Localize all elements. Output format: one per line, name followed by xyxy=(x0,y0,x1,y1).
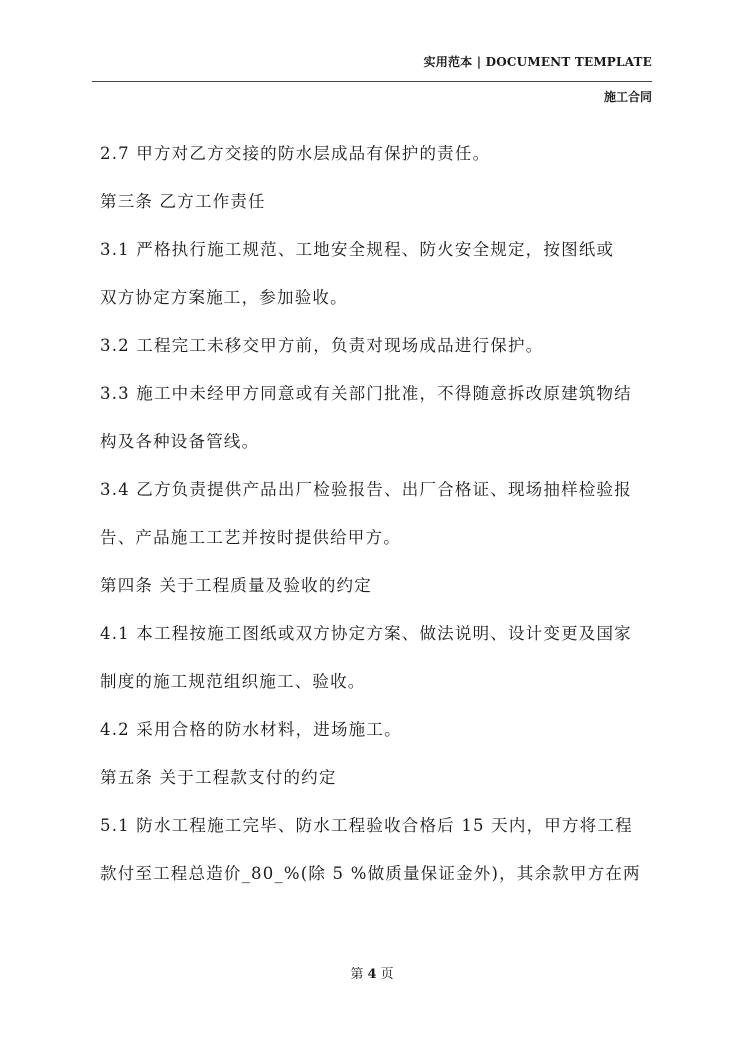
document-body xyxy=(100,142,656,910)
footer-prefix: 第 xyxy=(350,967,364,982)
page-footer xyxy=(0,963,744,982)
paragraph-line: 4.2 采用合格的防水材料，进场施工。 xyxy=(100,720,402,739)
footer-suffix: 页 xyxy=(380,967,394,982)
paragraph-line: 款付至工程总造价_80_%(除 5 %做质量保证金外)，其余款甲方在两 xyxy=(100,864,641,883)
page-number: 4 xyxy=(367,967,377,982)
paragraph-line: 2.7 甲方对乙方交接的防水层成品有保护的责任。 xyxy=(100,144,491,163)
paragraph-line: 告、产品施工工艺并按时提供给甲方。 xyxy=(100,528,401,547)
paragraph-line: 4.1 本工程按施工图纸或双方协定方案、做法说明、设计变更及国家 xyxy=(100,624,632,643)
paragraph-line: 5.1 防水工程施工完毕、防水工程验收合格后 15 天内，甲方将工程 xyxy=(100,816,633,835)
paragraph-line: 双方协定方案施工，参加验收。 xyxy=(100,288,348,307)
section-heading: 第五条 关于工程款支付的约定 xyxy=(100,768,337,787)
section-heading: 第三条 乙方工作责任 xyxy=(100,192,266,211)
paragraph-line: 构及各种设备管线。 xyxy=(100,432,260,451)
paragraph-line: 3.1 严格执行施工规范、工地安全规程、防火安全规定，按图纸或 xyxy=(100,240,615,259)
paragraph-line: 3.3 施工中未经甲方同意或有关部门批准，不得随意拆改原建筑物结 xyxy=(100,384,632,403)
paragraph-line: 制度的施工规范组织施工、验收。 xyxy=(100,672,366,691)
header-divider xyxy=(92,81,652,82)
header-title: 实用范本 | DOCUMENT TEMPLATE xyxy=(423,55,652,69)
paragraph-line: 3.2 工程完工未移交甲方前，负责对现场成品进行保护。 xyxy=(100,336,544,355)
section-heading: 第四条 关于工程质量及验收的约定 xyxy=(100,576,372,595)
header-subtitle: 施工合同 xyxy=(603,90,652,104)
paragraph-line: 3.4 乙方负责提供产品出厂检验报告、出厂合格证、现场抽样检验报 xyxy=(100,480,632,499)
